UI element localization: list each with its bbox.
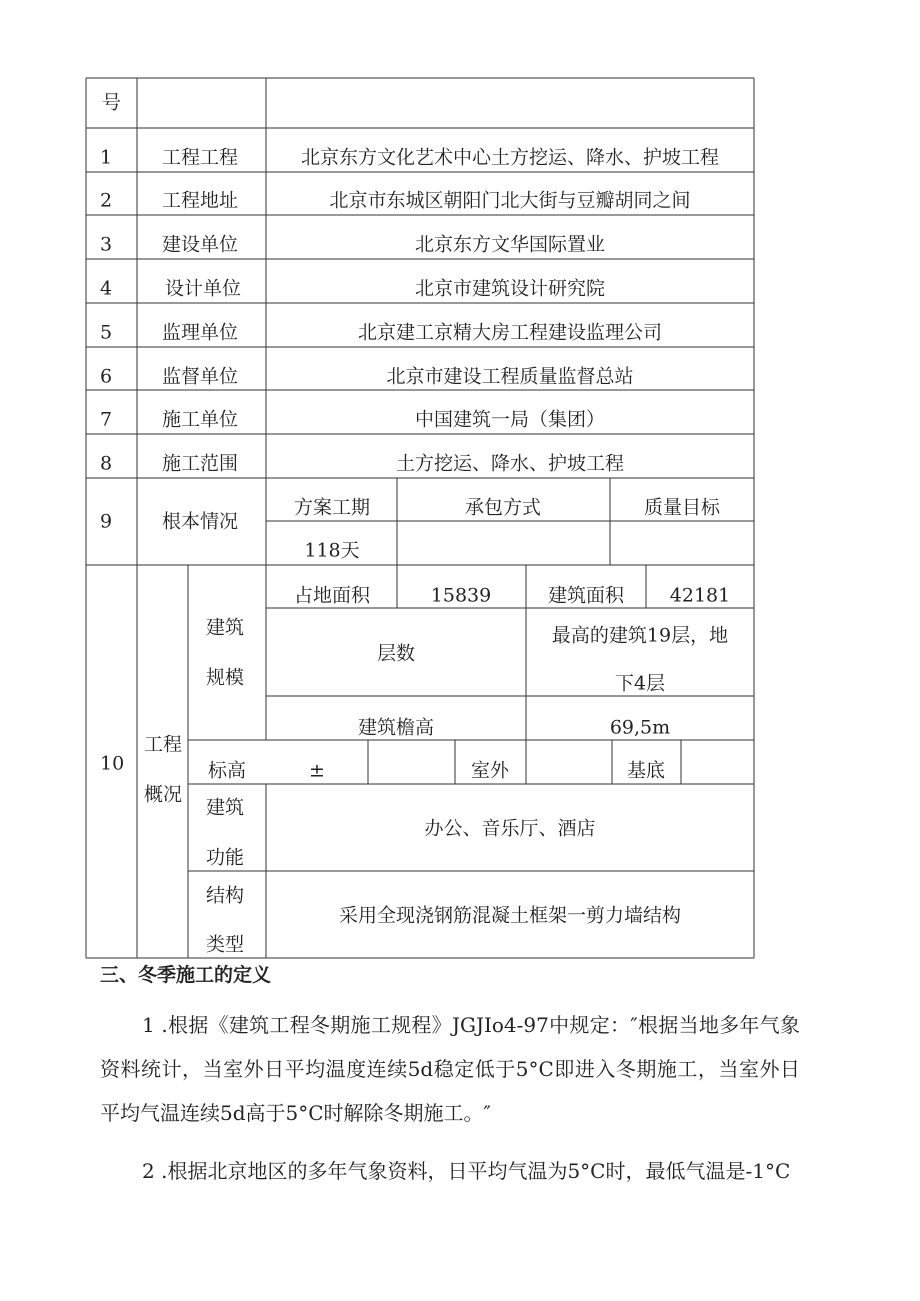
row-5-label: 监理单位	[161, 321, 239, 344]
row-9-label: 根本情况	[161, 510, 239, 533]
row-3-label: 建设单位	[161, 233, 239, 256]
row-4-no: 4	[100, 277, 113, 300]
row-3-value: 北京东方文华国际置业	[414, 233, 606, 256]
row-6-no: 6	[100, 365, 113, 388]
row-5-no: 5	[100, 321, 113, 344]
elevation-label: 标高	[207, 759, 247, 782]
row-8-no: 8	[100, 452, 113, 475]
row-1-value: 北京东方文化艺术中心土方挖运、降水、护坡工程	[300, 146, 720, 169]
row-9-header-quality: 质量目标	[643, 496, 721, 519]
function-label-line2: 功能	[205, 846, 245, 869]
row-1-label: 工程工程	[161, 146, 239, 169]
row-9-header-period: 方案工期	[293, 496, 371, 519]
building-area-label: 建筑面积	[547, 584, 625, 607]
row-8-label: 施工范围	[161, 452, 239, 475]
row-10-no: 10	[100, 752, 125, 775]
row-6-value: 北京市建设工程质量监督总站	[386, 365, 634, 388]
row-4-label: 设计单位	[164, 277, 242, 300]
eave-height-value: 69,5m	[609, 716, 671, 739]
building-area-value: 42181	[669, 584, 731, 607]
elevation-plus-minus: ±	[309, 759, 325, 782]
structure-label-line1: 结构	[205, 884, 245, 907]
row-9-no: 9	[100, 510, 113, 533]
row-2-label: 工程地址	[161, 189, 239, 212]
scale-label-line1: 建筑	[205, 616, 245, 639]
paragraph-2: 2 .根据北京地区的多年气象资料，日平均气温为5°C时，最低气温是-1°C	[142, 1159, 791, 1183]
row-1-no: 1	[100, 146, 113, 169]
row-7-label: 施工单位	[161, 408, 239, 431]
row-2-no: 2	[100, 189, 113, 212]
elevation-base-label: 基底	[626, 759, 666, 782]
paragraph-1: 1 .根据《建筑工程冬期施工规程》JGJIo4-97中规定：″根据当地多年气象资料统计，当室外日平均温度连续5d稳定低于5°C即进入冬期施工，当室外日平均气温连续5d高于5°C时解除冬期施工。″	[100, 1013, 800, 1125]
floors-value-line2: 下4层	[614, 672, 666, 695]
structure-value: 采用全现浇钢筋混凝土框架一剪力墙结构	[338, 904, 682, 927]
eave-height-label: 建筑檐高	[357, 716, 435, 739]
row-10-label-line2: 概况	[143, 783, 183, 806]
row-3-no: 3	[100, 233, 113, 256]
row-7-value: 中国建筑一局（集团）	[414, 408, 606, 431]
row-10-label-line1: 工程	[143, 733, 183, 756]
row-6-label: 监督单位	[161, 365, 239, 388]
row-4-value: 北京市建筑设计研究院	[414, 277, 606, 300]
row-5-value: 北京建工京精大房工程建设监理公司	[357, 321, 663, 344]
land-area-value: 15839	[430, 584, 492, 607]
function-label-line1: 建筑	[205, 796, 245, 819]
elevation-outdoor-label: 室外	[470, 759, 510, 782]
floors-label: 层数	[376, 642, 416, 665]
scale-label-line2: 规模	[205, 666, 245, 689]
floors-value-line1: 最高的建筑19层，地	[551, 624, 729, 647]
structure-label-line2: 类型	[205, 933, 245, 956]
function-value: 办公、音乐厅、酒店	[424, 817, 596, 840]
section-heading: 三、冬季施工的定义	[100, 964, 272, 986]
row-7-no: 7	[100, 408, 113, 431]
row-2-value: 北京市东城区朝阳门北大街与豆瓣胡同之间	[329, 189, 691, 212]
land-area-label: 占地面积	[293, 584, 371, 607]
row-8-value: 土方挖运、降水、护坡工程	[395, 452, 625, 475]
row-9-header-contract: 承包方式	[464, 496, 542, 519]
row-9-value-period: 118天	[304, 539, 360, 562]
header-col-no: 号	[102, 91, 122, 114]
